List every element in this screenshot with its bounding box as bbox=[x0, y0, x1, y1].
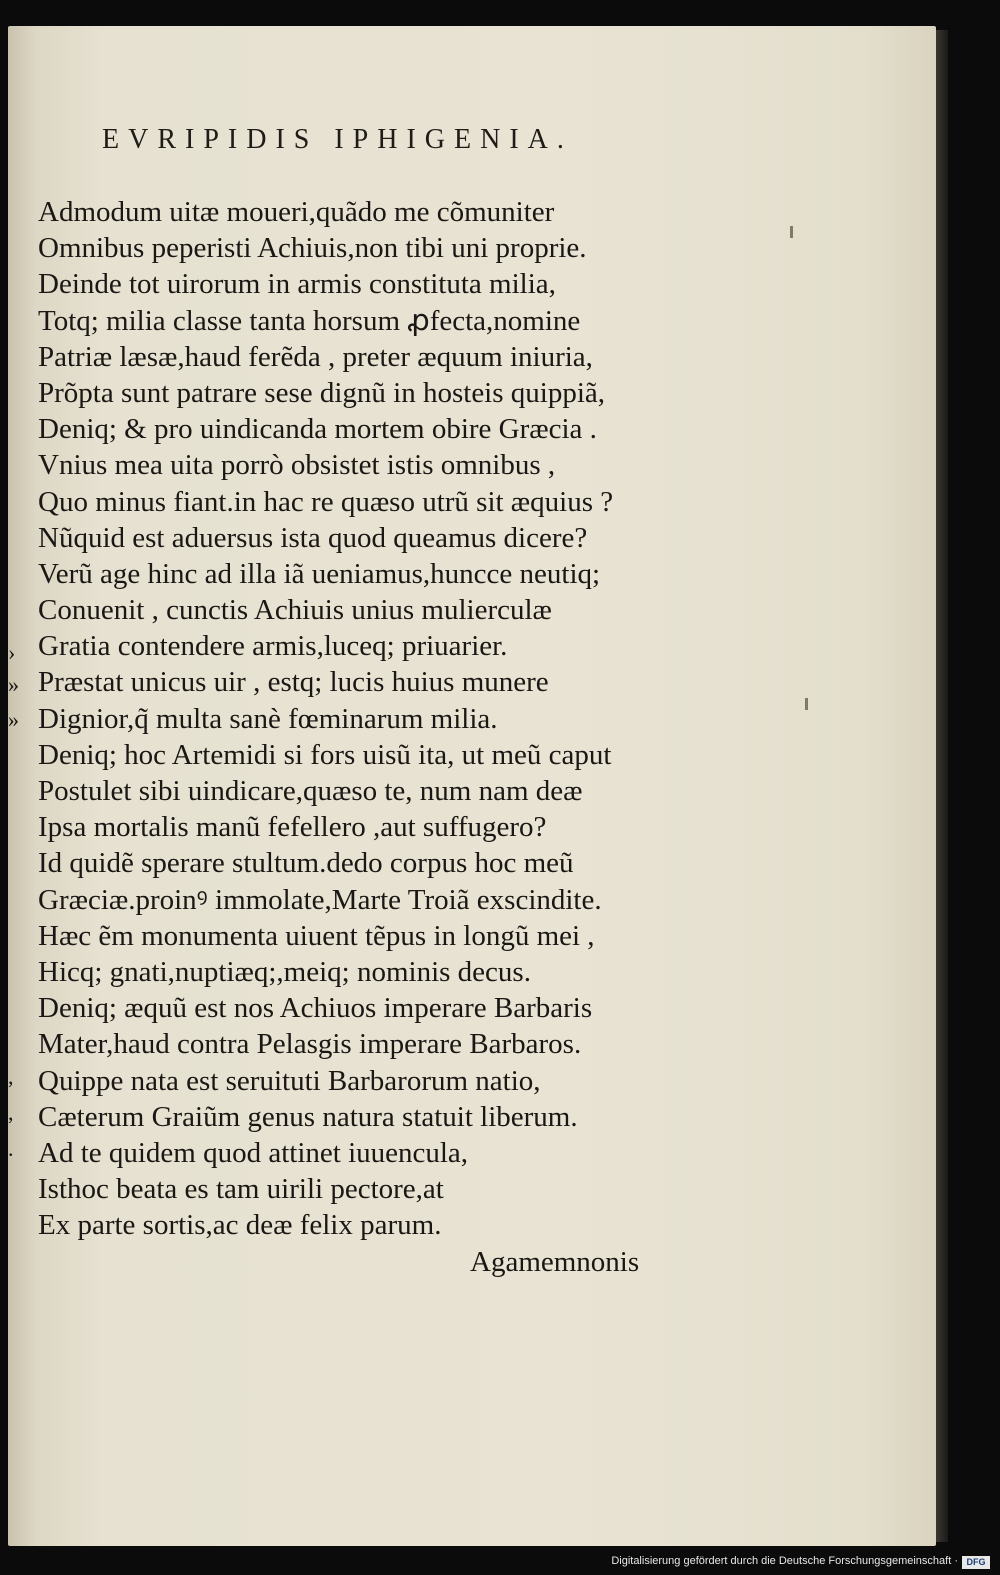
verse-line: Quo minus fiant.in hac re quæso utrũ sit æquius ? bbox=[38, 485, 614, 518]
verse-line: Totq; milia classe tanta horsum ꝓfecta,nomine bbox=[38, 304, 581, 337]
book-page bbox=[8, 26, 936, 1546]
verse-line: Isthoc beata es tam uirili pectore,at bbox=[38, 1173, 444, 1206]
page-edge bbox=[936, 30, 948, 1542]
verse-line: Omnibus peperisti Achiuis,non tibi uni proprie. bbox=[38, 232, 587, 265]
verse-line: Vnius mea uita porrò obsistet istis omnibus , bbox=[38, 449, 556, 482]
verse-line: Ipsa mortalis manũ fefellero ,aut suffugero? bbox=[38, 811, 547, 844]
digitization-credit: Digitalisierung gefördert durch die Deutsche Forschungsgemeinschaft · bbox=[611, 1555, 958, 1567]
verse-line: Verũ age hinc ad illa iã ueniamus,huncce neutiq; bbox=[38, 557, 601, 590]
verse-line: Præstat unicus uir , estq; lucis huius munere bbox=[38, 666, 549, 699]
catchword: Agamemnonis bbox=[470, 1246, 640, 1278]
verse-line: Ex parte sortis,ac deæ felix parum. bbox=[38, 1209, 442, 1242]
ink-speck bbox=[805, 698, 808, 710]
verse-line: Id quidẽ sperare stultum.dedo corpus hoc meũ bbox=[38, 847, 574, 880]
verse-line: Hicq; gnati,nuptiæq;,meiq; nominis decus. bbox=[38, 955, 531, 988]
verse-line: Mater,haud contra Pelasgis imperare Barbaros. bbox=[38, 1028, 582, 1061]
verse-line: Ad te quidem quod attinet iuuencula, bbox=[38, 1136, 469, 1169]
verse-line: Prõpta sunt patrare sese dignũ in hosteis quippiã, bbox=[38, 376, 606, 409]
margin-mark: . bbox=[8, 1136, 14, 1161]
verse-line: Admodum uitæ moueri,quãdo me cõmuniter bbox=[38, 196, 555, 228]
verse-text bbox=[38, 194, 738, 1243]
margin-mark: › bbox=[8, 640, 16, 665]
dfg-logo: DFG bbox=[962, 1556, 990, 1569]
verse-line: Patriæ læsæ,haud ferẽda , preter æquum iniuria, bbox=[38, 340, 593, 373]
margin-mark: , bbox=[8, 1064, 14, 1089]
margin-mark: » bbox=[8, 672, 19, 697]
verse-line: Deinde tot uirorum in armis constituta milia, bbox=[38, 268, 556, 301]
verse-line: Hæc ẽm monumenta uiuent tẽpus in longũ mei , bbox=[38, 919, 595, 952]
verse-line: Cæterum Graiũm genus natura statuit liberum. bbox=[38, 1100, 578, 1133]
verse-line: Conuenit , cunctis Achiuis unius mulierculæ bbox=[38, 594, 552, 627]
verse-line: Deniq; & pro uindicanda mortem obire Græcia . bbox=[38, 413, 597, 446]
running-head: EVRIPIDIS IPHIGENIA. bbox=[102, 124, 573, 155]
verse-line: Deniq; æquũ est nos Achiuos imperare Barbaris bbox=[38, 992, 593, 1025]
margin-mark: » bbox=[8, 707, 19, 732]
margin-mark: , bbox=[8, 1100, 14, 1125]
ink-speck bbox=[790, 226, 793, 238]
verse-line: Nũquid est aduersus ista quod queamus dicere? bbox=[38, 521, 588, 554]
verse-line: Deniq; hoc Artemidi si fors uisũ ita, ut meũ caput bbox=[38, 738, 612, 771]
verse-line: Gratia contendere armis,luceq; priuarier. bbox=[38, 630, 508, 663]
verse-line: Dignior,q̃ multa sanè fœminarum milia. bbox=[38, 702, 498, 735]
verse-line: Græciæ.proinꝰ immolate,Marte Troiã exscindite. bbox=[38, 883, 602, 916]
verse-line: Quippe nata est seruituti Barbarorum natio, bbox=[38, 1064, 541, 1097]
verse-line: Postulet sibi uindicare,quæso te, num nam deæ bbox=[38, 775, 583, 807]
